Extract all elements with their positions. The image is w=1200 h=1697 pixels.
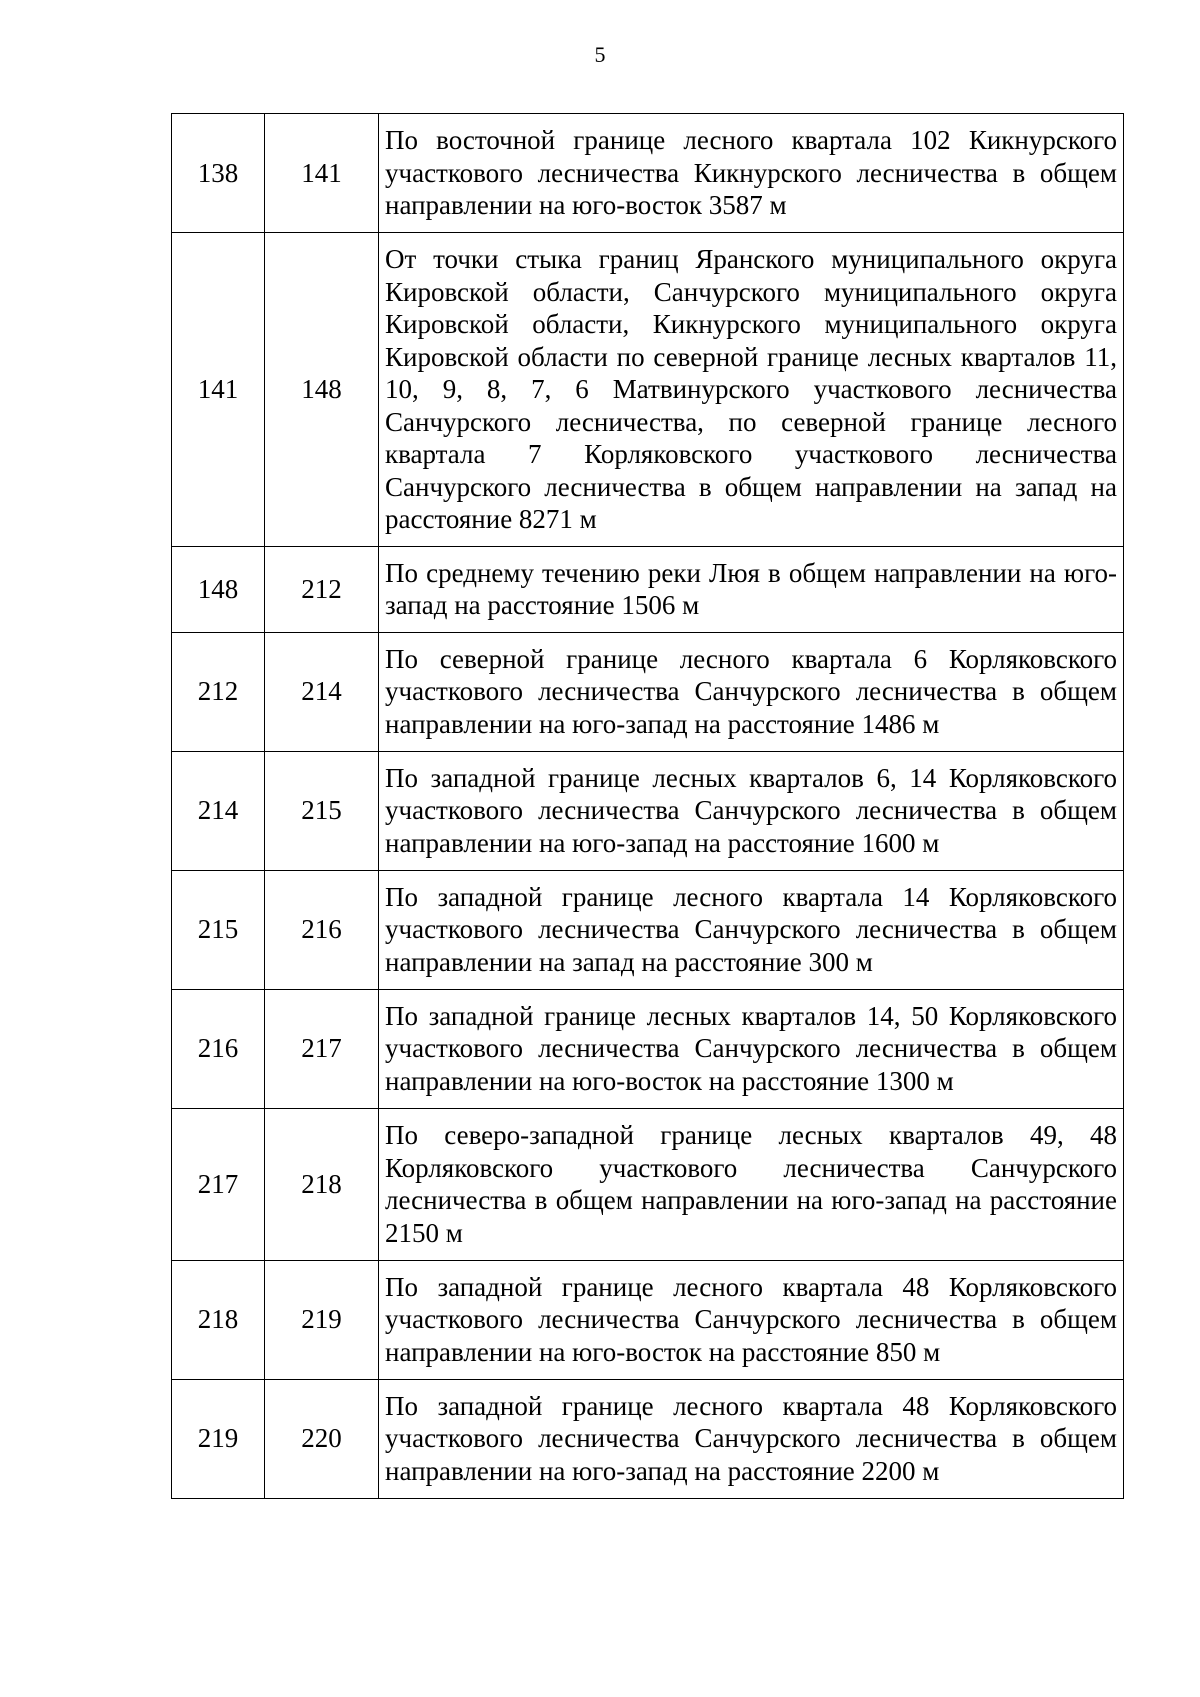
table-row [172,870,1124,989]
from-point-cell: 219 [172,1379,265,1498]
table-row [172,114,1124,233]
page-number: 5 [594,42,606,67]
table-row [172,1108,1124,1260]
to-point-cell: 216 [265,870,379,989]
boundary-description-table [171,113,1124,1499]
to-point-cell: 148 [265,233,379,547]
table-row [172,1260,1124,1379]
from-point-cell: 141 [172,233,265,547]
from-point-cell: 216 [172,989,265,1108]
to-point-cell: 218 [265,1108,379,1260]
boundary-description-cell: По северо-западной границе лесных кварталов 49, 48 Корляковского участкового лесничества Санчурского лесничества в общем направлении на юго-запад на расстояние 2150 м [379,1108,1124,1260]
from-point-cell: 138 [172,114,265,233]
from-point-cell: 218 [172,1260,265,1379]
table-row [172,989,1124,1108]
to-point-cell: 217 [265,989,379,1108]
to-point-cell: 141 [265,114,379,233]
from-point-cell: 214 [172,751,265,870]
from-point-cell: 215 [172,870,265,989]
boundary-description-cell: По восточной границе лесного квартала 102 Кикнурского участкового лесничества Кикнурского лесничества в общем направлении на юго-восток 3587 м [379,114,1124,233]
boundary-description-cell: По западной границе лесного квартала 48 Корляковского участкового лесничества Санчурского лесничества в общем направлении на юго-запад на расстояние 2200 м [379,1379,1124,1498]
boundary-description-cell: По западной границе лесного квартала 48 Корляковского участкового лесничества Санчурского лесничества в общем направлении на юго-восток на расстояние 850 м [379,1260,1124,1379]
to-point-cell: 212 [265,546,379,632]
table-row [172,1379,1124,1498]
table-row [172,632,1124,751]
to-point-cell: 219 [265,1260,379,1379]
to-point-cell: 214 [265,632,379,751]
table-row [172,751,1124,870]
table-body [172,114,1124,1499]
to-point-cell: 215 [265,751,379,870]
boundary-description-cell: По северной границе лесного квартала 6 Корляковского участкового лесничества Санчурского лесничества в общем направлении на юго-запад на расстояние 1486 м [379,632,1124,751]
from-point-cell: 148 [172,546,265,632]
boundary-description-cell: По западной границе лесного квартала 14 Корляковского участкового лесничества Санчурского лесничества в общем направлении на запад на расстояние 300 м [379,870,1124,989]
from-point-cell: 212 [172,632,265,751]
table-row [172,233,1124,547]
boundary-description-cell: По западной границе лесных кварталов 14, 50 Корляковского участкового лесничества Санчурского лесничества в общем направлении на юго-восток на расстояние 1300 м [379,989,1124,1108]
table-row [172,546,1124,632]
boundary-description-cell: По западной границе лесных кварталов 6, 14 Корляковского участкового лесничества Санчурского лесничества в общем направлении на юго-запад на расстояние 1600 м [379,751,1124,870]
from-point-cell: 217 [172,1108,265,1260]
boundary-description-cell: От точки стыка границ Яранского муниципального округа Кировской области, Санчурского муниципального округа Кировской области, Кикнурского муниципального округа Кировской области по северной границе лесных кварталов 11, 10, 9, 8, 7, 6 Матвинурского участкового лесничества Санчурского лесничества, по северной границе лесного квартала 7 Корляковского участкового лесничества Санчурского лесничества в общем направлении на запад на расстояние 8271 м [379,233,1124,547]
to-point-cell: 220 [265,1379,379,1498]
boundary-description-cell: По среднему течению реки Люя в общем направлении на юго-запад на расстояние 1506 м [379,546,1124,632]
